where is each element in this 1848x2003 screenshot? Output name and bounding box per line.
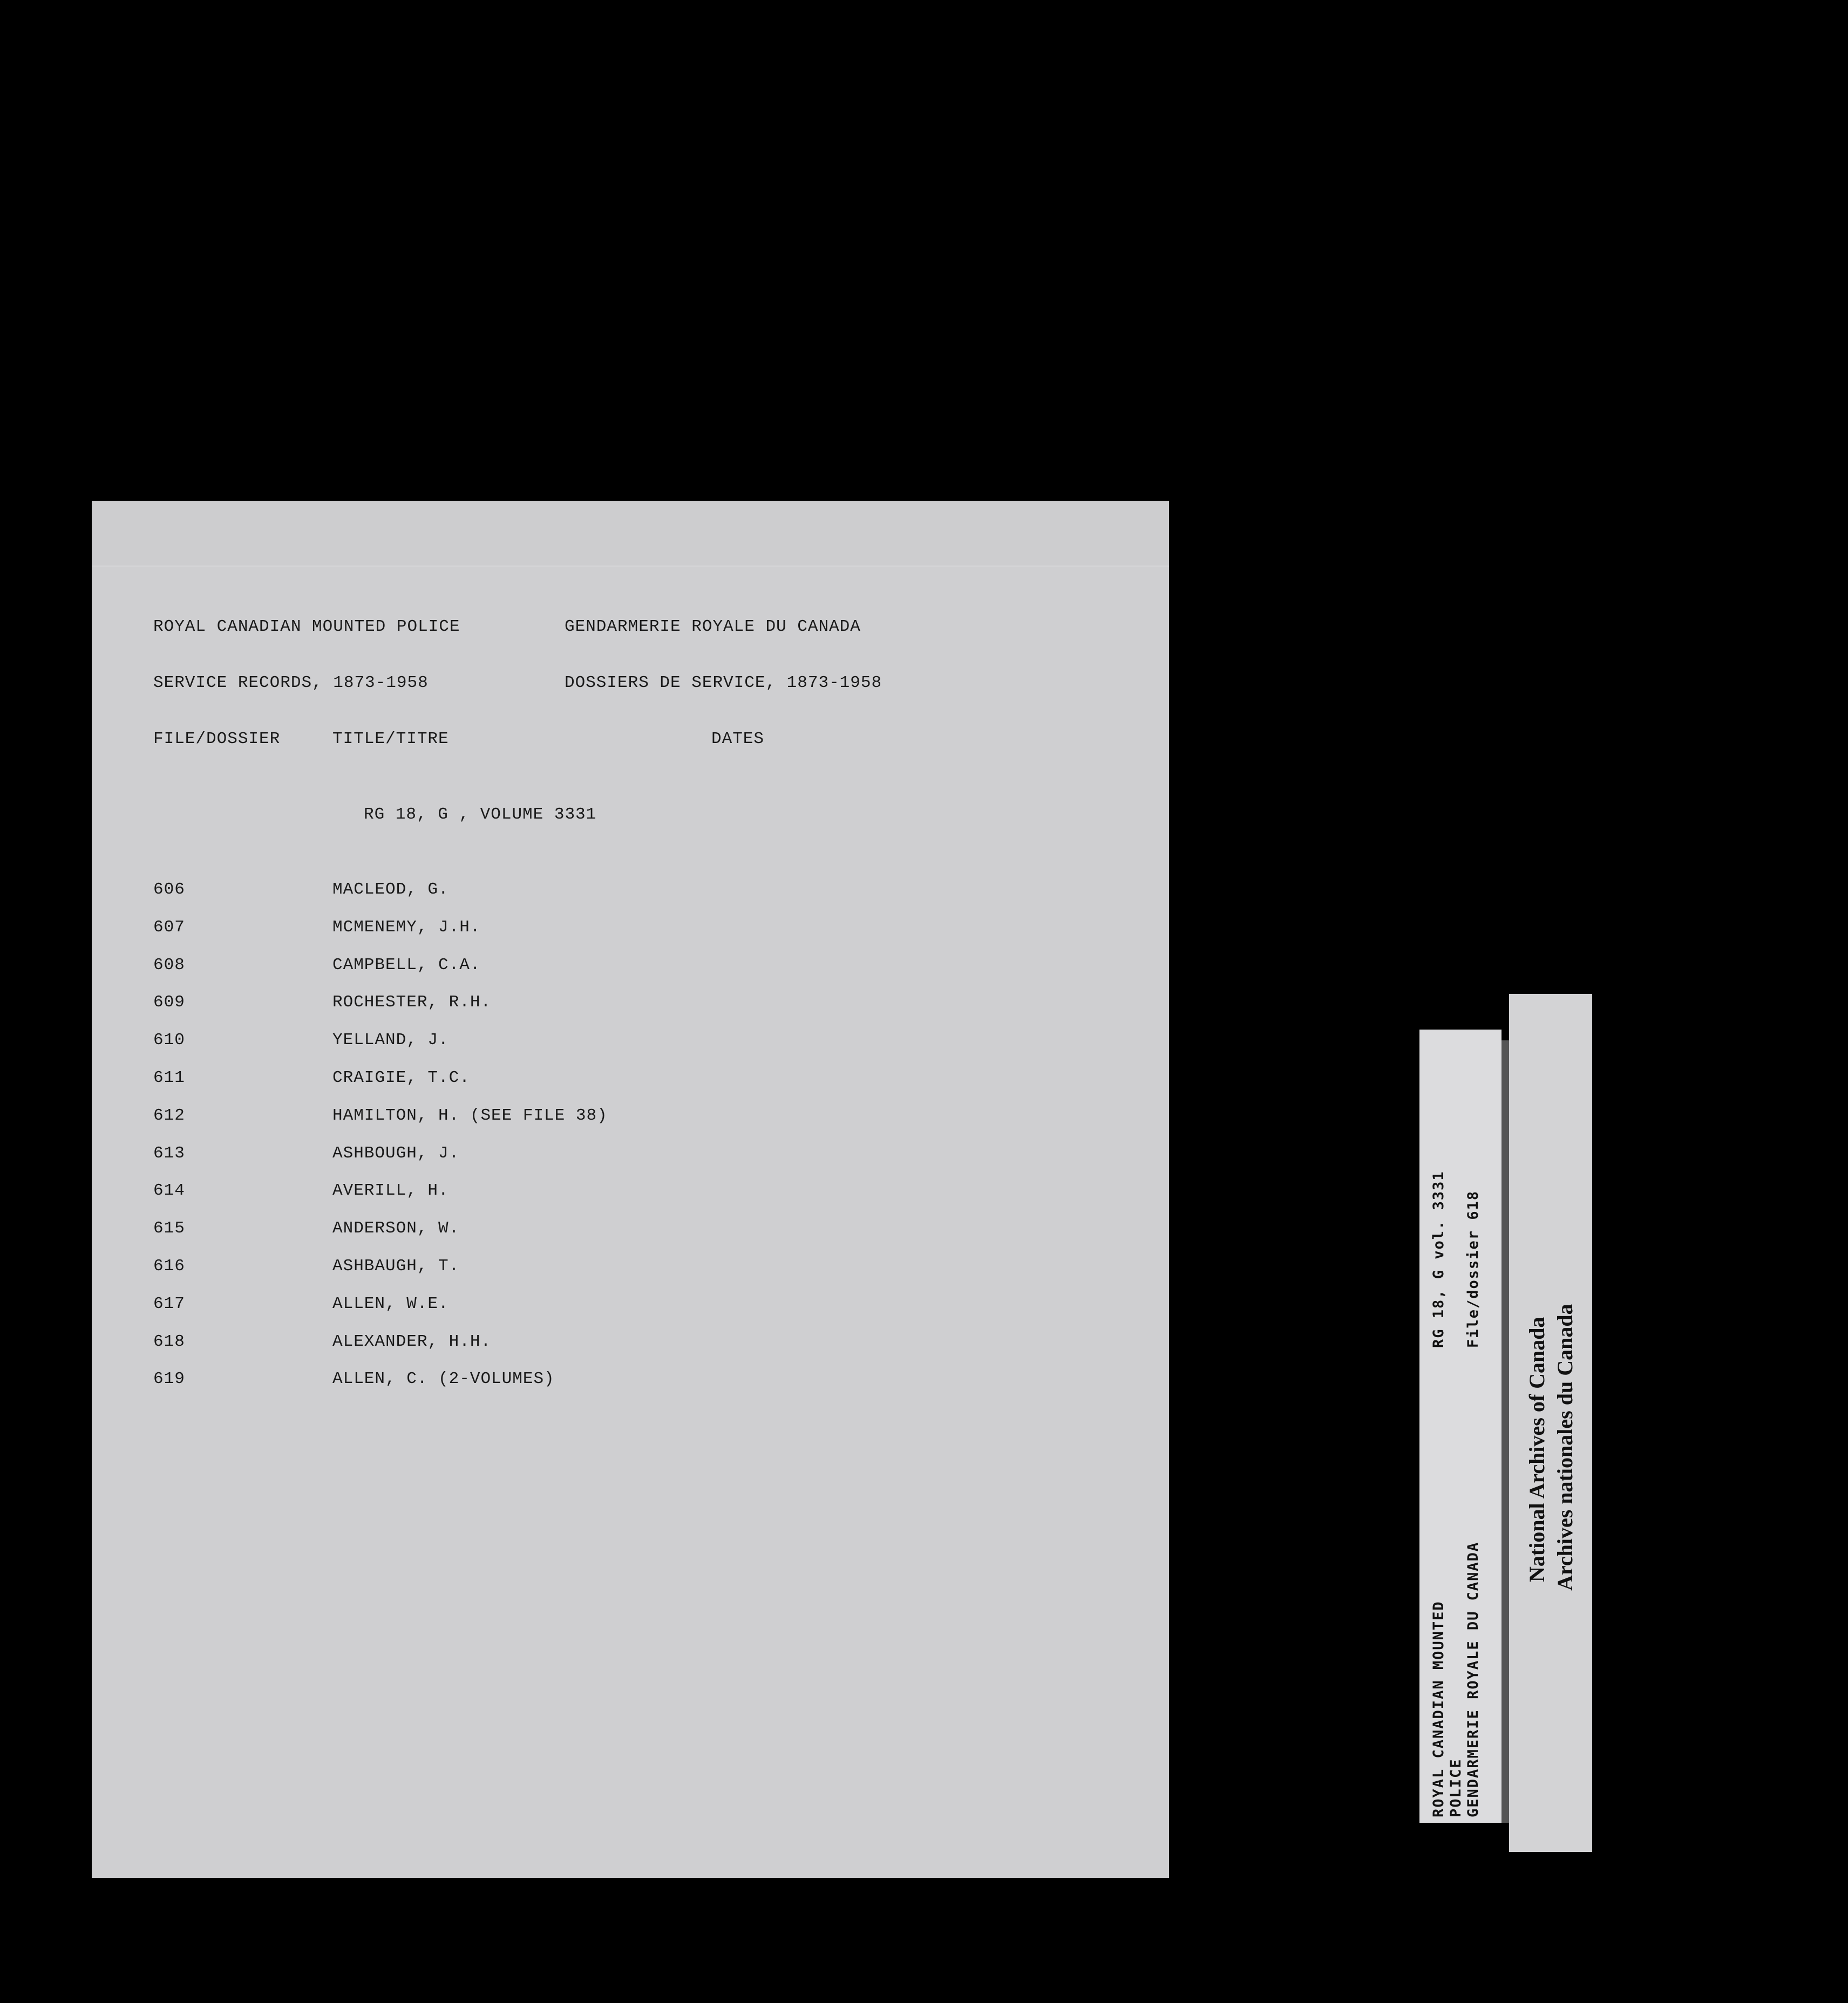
document-sheet	[92, 501, 1169, 1878]
record-file-number: 606	[153, 880, 185, 899]
series-title-fr: DOSSIERS DE SERVICE, 1873-1958	[565, 673, 882, 692]
record-file-number: 612	[153, 1106, 185, 1125]
record-title: HAMILTON, H. (SEE FILE 38)	[332, 1106, 608, 1125]
record-file-number: 611	[153, 1068, 185, 1087]
archives-name-en: National Archives of Canada	[1525, 1317, 1549, 1582]
record-title: ASHBAUGH, T.	[332, 1257, 460, 1276]
label-ref-volume: RG 18, G vol. 3331	[1430, 1170, 1447, 1348]
record-file-number: 619	[153, 1370, 185, 1388]
reel-label	[1419, 1030, 1502, 1823]
label-line-2: POLICE	[1448, 1758, 1464, 1817]
org-name-en: ROYAL CANADIAN MOUNTED POLICE	[153, 617, 460, 636]
record-file-number: 616	[153, 1257, 185, 1276]
record-title: MCMENEMY, J.H.	[332, 918, 481, 937]
label-line-3: GENDARMERIE ROYALE DU CANADA	[1465, 1541, 1482, 1817]
label-line-1: ROYAL CANADIAN MOUNTED	[1430, 1600, 1447, 1817]
record-file-number: 615	[153, 1219, 185, 1238]
record-title: ALLEN, C. (2-VOLUMES)	[332, 1370, 555, 1388]
record-file-number: 609	[153, 993, 185, 1012]
record-title: AVERILL, H.	[332, 1181, 449, 1200]
volume-reference: RG 18, G , VOLUME 3331	[364, 805, 597, 824]
label-ref-file: File/dossier 618	[1465, 1190, 1482, 1348]
org-name-fr: GENDARMERIE ROYALE DU CANADA	[565, 617, 861, 636]
record-file-number: 617	[153, 1295, 185, 1313]
record-file-number: 614	[153, 1181, 185, 1200]
record-title: CAMPBELL, C.A.	[332, 956, 481, 975]
sheet-top-band	[92, 501, 1169, 567]
record-title: ALEXANDER, H.H.	[332, 1332, 492, 1351]
archives-label	[1509, 994, 1592, 1852]
record-file-number: 610	[153, 1031, 185, 1050]
record-title: CRAIGIE, T.C.	[332, 1068, 470, 1087]
record-title: ANDERSON, W.	[332, 1219, 460, 1238]
column-header-dates: DATES	[711, 730, 765, 748]
archives-name-fr: Archives nationales du Canada	[1553, 1304, 1577, 1591]
column-header-title: TITLE/TITRE	[332, 730, 449, 748]
record-title: YELLAND, J.	[332, 1031, 449, 1050]
record-file-number: 613	[153, 1144, 185, 1163]
record-title: ASHBOUGH, J.	[332, 1144, 460, 1163]
record-title: MACLEOD, G.	[332, 880, 449, 899]
record-title: ROCHESTER, R.H.	[332, 993, 492, 1012]
record-title: ALLEN, W.E.	[332, 1295, 449, 1313]
record-file-number: 608	[153, 956, 185, 975]
record-file-number: 607	[153, 918, 185, 937]
column-header-file: FILE/DOSSIER	[153, 730, 281, 748]
series-title-en: SERVICE RECORDS, 1873-1958	[153, 673, 429, 692]
label-shadow	[1502, 1040, 1509, 1823]
record-file-number: 618	[153, 1332, 185, 1351]
